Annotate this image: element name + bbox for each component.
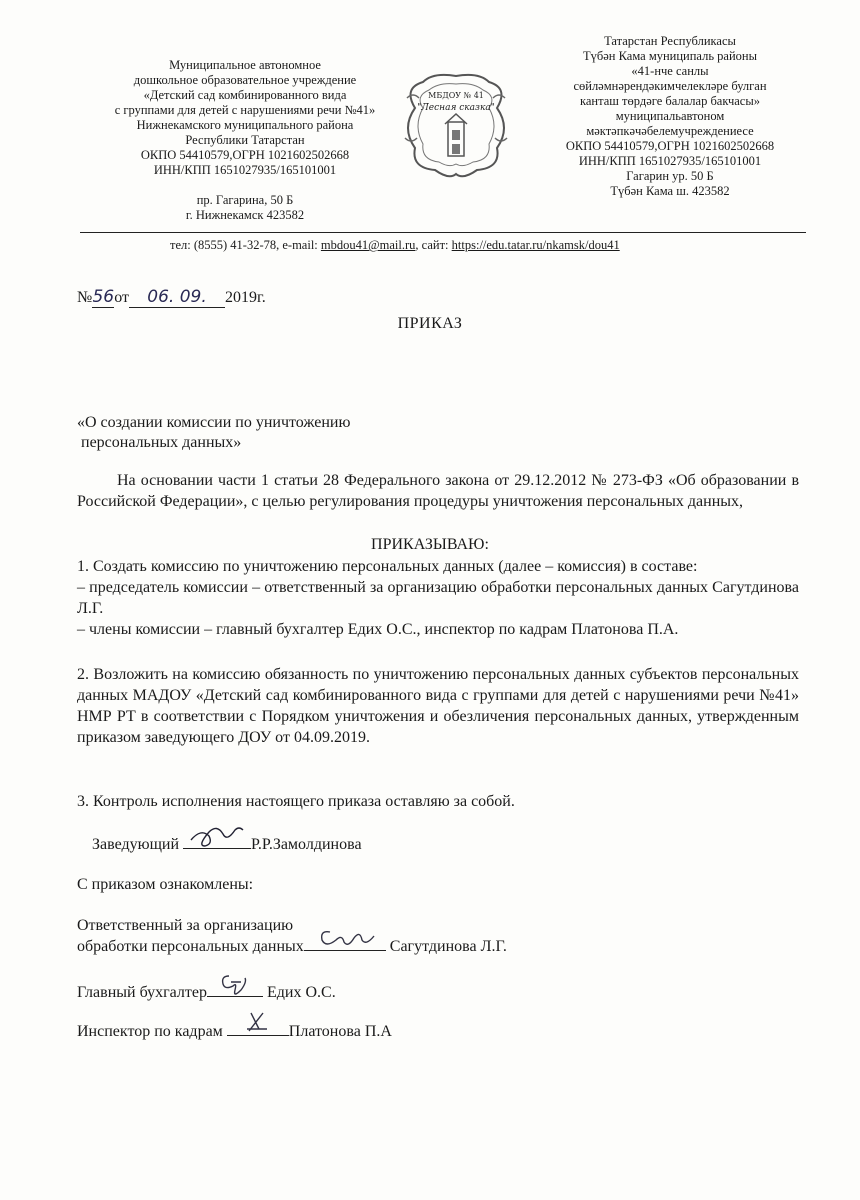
item1-members: – члены комиссии – главный бухгалтер Едих О.С., инспектор по кадрам Платонова П.А. [77,621,679,638]
header-left-block [95,58,395,223]
acc-name: Едих О.С. [266,984,336,1001]
header-right-line: ОКПО 54410579,ОГРН 1021602502668 [565,139,775,153]
insp-title: Инспектор по кадрам [77,1023,223,1040]
header-left-address: г. Нижнекамск 423582 [185,208,305,222]
accountant-signature-line [77,982,336,1002]
head-signature-line [92,834,362,854]
header-right-line: Түбән Кама ш. 423582 [610,184,730,198]
subject-line: «О создании комиссии по уничтожению [77,414,351,431]
header-right-line: Түбән Кама муниципаль районы [583,49,757,63]
resp-title-line1: Ответственный за организацию [77,917,294,934]
order-item-3: 3. Контроль исполнения настоящего приказа оставляю за собой. [77,793,515,810]
header-right-line: муниципальавтоном [615,109,725,123]
header-right-line: ИНН/КПП 1651027935/165101001 [578,154,762,168]
order-subject [77,413,350,453]
contact-line [170,238,620,253]
date-prefix: от [114,289,130,306]
responsible-signature-block [77,916,507,957]
header-right-line: канташ төрдәге балалар бакчасы» [580,94,760,108]
kindergarten-logo [393,68,519,180]
acc-title: Главный бухгалтер [77,984,207,1001]
head-title: Заведующий [92,836,180,853]
acquainted-heading: С приказом ознакомлены: [77,876,254,893]
header-left-line: ОКПО 54410579,ОГРН 1021602502668 [140,148,350,162]
item1-chair: – председатель комиссии – ответственный за организацию обработки персональных данных Сагутдинова Л.Г. [77,579,799,617]
logo-text-name: "Лесная сказка" [417,103,495,113]
logo-text-number: МБДОУ № 41 [428,91,484,100]
resp-signature [304,936,386,951]
number-prefix: № [77,289,93,306]
order-word: ПРИКАЗЫВАЮ: [371,536,489,553]
header-right-line: мәктәпкәчәбелемучреждениесе [586,124,754,138]
item1-intro: 1. Создать комиссию по уничтожению персональных данных (далее – комиссия) в составе: [77,558,698,575]
header-right-line: Татарстан Республикасы [604,34,736,48]
resp-title-line2: обработки персональных данных [77,938,304,955]
inspector-signature-line [77,1021,392,1041]
order-date: 06. 09. [129,287,225,308]
header-left-line: с группами для детей с нарушениями речи №41» [114,103,376,117]
insp-signature [227,1021,289,1036]
resp-name: Сагутдинова Л.Г. [389,938,507,955]
head-signature [183,834,251,849]
subject-line: персональных данных» [81,434,242,451]
header-left-line: «Детский сад комбинированного вида [143,88,347,102]
document-title: ПРИКАЗ [397,315,463,332]
header-right-line: Гагарин ур. 50 Б [626,169,714,183]
header-left-line: ИНН/КПП 1651027935/165101001 [153,163,337,177]
header-left-line: Нижнекамского муниципального района [136,118,354,132]
order-year: 2019г. [225,289,266,306]
header-left-line: Муниципальное автономное [169,58,321,72]
site-label: , сайт: [415,238,452,252]
head-name: Р.Р.Замолдинова [251,836,362,853]
order-item-1 [77,556,799,640]
header-divider [80,232,806,233]
order-number: 56 [92,287,115,307]
header-right-line: «41-нче санлы [631,64,709,78]
email-link[interactable]: mbdou41@mail.ru [320,238,416,252]
header-right-line: сөйләмнәрендәкимчелекләре булган [573,79,767,93]
header-left-line: дошкольное образовательное учреждение [133,73,357,87]
header-left-address: пр. Гагарина, 50 Б [196,193,294,207]
header-right-block [535,34,805,199]
order-number-line [77,287,266,308]
order-item-2: 2. Возложить на комиссию обязанность по уничтожению персональных данных субъектов персональных данных МАДОУ «Детский сад комбинированного вида с группами для детей с нарушениями речи №41» НМР РТ в соответствии с Порядком уничтожения и обезличения персональных данных, утвержденным приказом заведующего ДОУ от 04.09.2019. [77,666,799,746]
header-left-line: Республики Татарстан [185,133,305,147]
insp-name: Платонова П.А [288,1023,392,1040]
acc-signature [207,982,263,997]
website-link[interactable]: https://edu.tatar.ru/nkamsk/dou41 [451,238,620,252]
contact-phone: тел: (8555) 41-32-78, e-mail: [170,238,321,252]
basis-paragraph: На основании части 1 статьи 28 Федерального закона от 29.12.2012 № 273-ФЗ «Об образовании в Российской Федерации», с целью регулирования процедуры уничтожения персональных данных, [77,472,799,510]
